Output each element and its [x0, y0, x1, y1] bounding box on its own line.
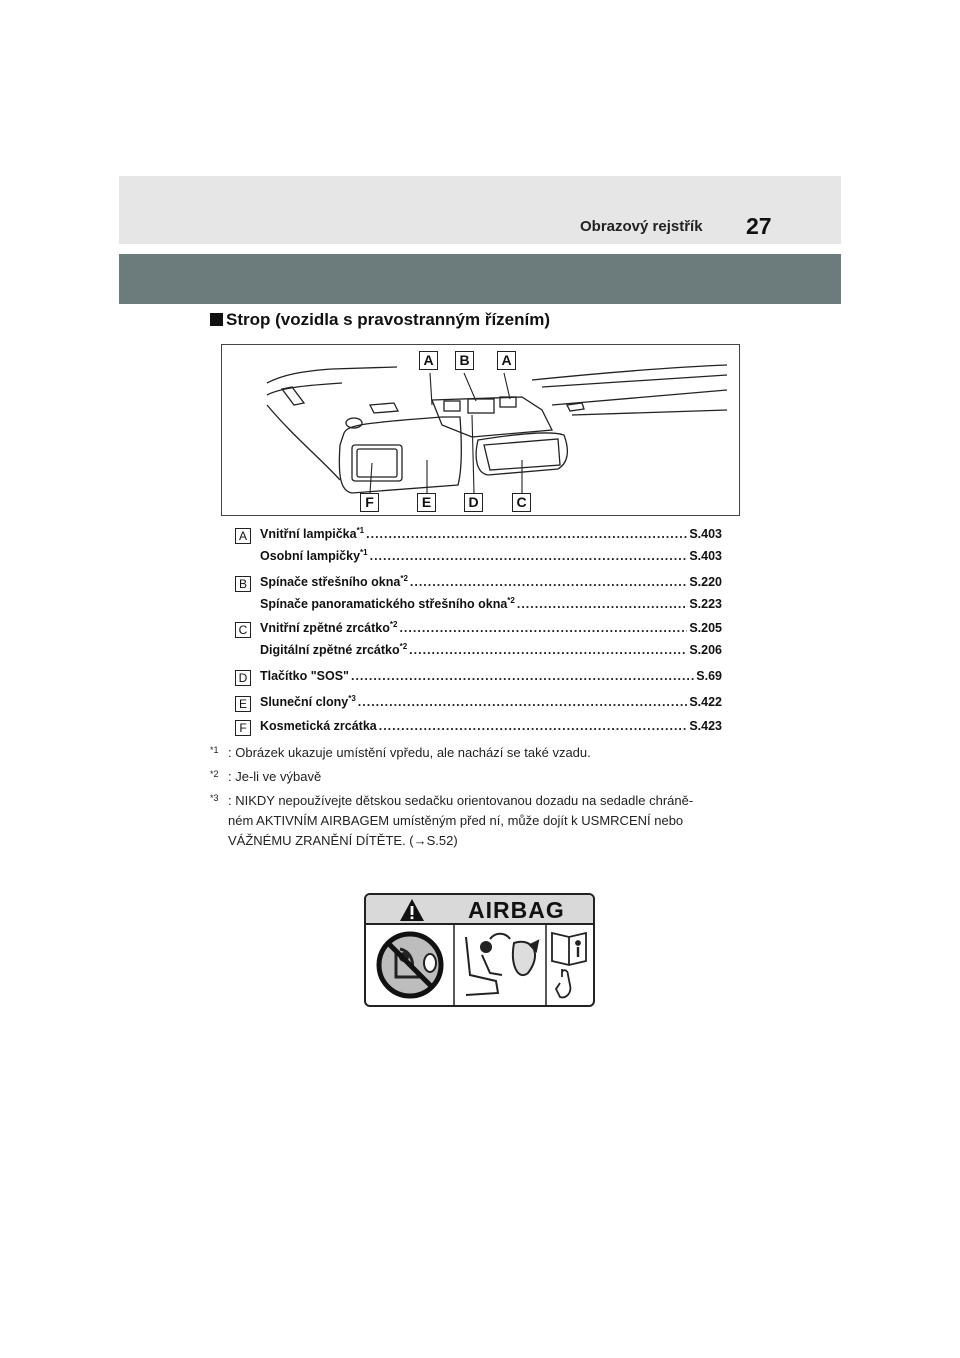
list-item: [260, 574, 722, 594]
entry-label: Sluneční clony$^{*3}$: [260, 694, 356, 710]
leader-dots: [409, 643, 687, 657]
footnote-body: : Obrázek ukazuje umístění vpředu, ale nachází se také vzadu.: [228, 745, 591, 760]
section-heading-text: Strop (vozidla s pravostranným řízením): [226, 310, 551, 329]
page-ref: S.223: [689, 597, 722, 612]
entry-label: Digitální zpětné zrcátko$^{*2}$: [260, 642, 408, 658]
leader-dots: [351, 669, 694, 683]
headliner-edge: [267, 367, 397, 383]
leader-a-left: [430, 373, 432, 405]
letter-box-b: B: [235, 576, 251, 592]
footnote-2: [210, 767, 750, 787]
letter-box-d: D: [235, 670, 251, 686]
footnote-body: : Je-li ve výbavě: [228, 769, 322, 784]
section-band: [119, 254, 841, 304]
list-item: [260, 718, 722, 738]
leader-b: [464, 373, 476, 401]
ceiling-drawing: [222, 345, 740, 516]
manual-book-icon: [552, 933, 586, 997]
headliner-inner: [267, 383, 342, 395]
entry-label: Spínače panoramatického střešního okna$^{*2}$: [260, 596, 515, 612]
leader-dots: [358, 695, 688, 709]
entry-label: Kosmetická zrcátka: [260, 719, 377, 734]
leader-dots: [370, 549, 688, 563]
callout-b: B: [455, 351, 474, 370]
prohibited-child-seat-icon: [379, 934, 441, 996]
small-lamp: [370, 403, 398, 413]
entry-label: Vnitřní lampička$^{*1}$: [260, 526, 365, 542]
footnote-body: : NIKDY nepoužívejte dětskou sedačku orientovanou dozadu na sedadle chráně- ném AKTIVNÍM AIRBAGEM umístěným před ní, může dojít k USMRCENÍ nebo VÁŽNÉMU ZRANĚNÍ DÍTĚTE. (→S.52): [228, 793, 694, 848]
list-item: [260, 526, 722, 546]
airbag-title: AIRBAG: [468, 897, 565, 923]
letter-box-f: F: [235, 720, 251, 736]
page-ref: S.206: [689, 643, 722, 658]
leader-dots: [366, 527, 687, 541]
leader-d: [472, 415, 474, 493]
grab-handle: [282, 387, 304, 405]
list-item: [260, 694, 722, 714]
leader-f: [370, 463, 372, 493]
page-ref: S.403: [689, 549, 722, 564]
airbag-label-header: [366, 895, 593, 925]
lamp-switch-left: [444, 401, 460, 411]
list-item: [260, 668, 722, 688]
page-ref: S.422: [689, 695, 722, 710]
callout-a-right: A: [497, 351, 516, 370]
warning-triangle-icon: [399, 898, 425, 922]
list-item: [260, 548, 722, 568]
square-bullet-icon: [210, 313, 223, 326]
page-ref: S.220: [689, 575, 722, 590]
footnote-mark: *3: [210, 793, 219, 803]
a-pillar: [267, 405, 340, 480]
entry-label: Spínače střešního okna$^{*2}$: [260, 574, 408, 590]
chapter-title: Obrazový rejstřík: [580, 218, 703, 235]
section-heading: [210, 310, 550, 330]
footnote-mark: *2: [210, 769, 219, 779]
page-number: 27: [746, 213, 772, 239]
ceiling-illustration: [221, 344, 740, 516]
vanity-mirror-inner: [357, 449, 397, 477]
page-ref: S.423: [689, 719, 722, 734]
list-item: [260, 642, 722, 662]
roof-switch: [468, 399, 494, 413]
lamp-switch-right: [500, 397, 516, 407]
callout-e: E: [417, 493, 436, 512]
leader-dots: [399, 621, 687, 635]
page-ref: S.403: [689, 527, 722, 542]
footnote-3: [210, 791, 750, 851]
footnote-mark: *1: [210, 745, 219, 755]
roof-panel: [552, 390, 727, 405]
entry-label: Tlačítko "SOS": [260, 669, 349, 684]
seat-airbag-icon: [466, 934, 538, 995]
list-item: [260, 620, 722, 640]
leader-a-right: [504, 373, 510, 399]
callout-f: F: [360, 493, 379, 512]
header-band: [119, 176, 841, 244]
list-item: [260, 596, 722, 616]
entry-label: Vnitřní zpětné zrcátko$^{*2}$: [260, 620, 398, 636]
callout-a-left: A: [419, 351, 438, 370]
letter-box-e: E: [235, 696, 251, 712]
airbag-pictograms: [366, 925, 593, 1005]
leader-dots: [410, 575, 687, 589]
airbag-warning-label: [364, 893, 595, 1007]
letter-box-c: C: [235, 622, 251, 638]
footnote-1: [210, 743, 750, 763]
vanity-mirror: [352, 445, 402, 481]
page-ref: S.69: [696, 669, 722, 684]
leader-dots: [517, 597, 687, 611]
callout-c: C: [512, 493, 531, 512]
page-ref: S.205: [689, 621, 722, 636]
letter-box-a: A: [235, 528, 251, 544]
entry-label: Osobní lampičky$^{*1}$: [260, 548, 368, 564]
windshield-edge: [532, 365, 727, 380]
leader-dots: [379, 719, 688, 733]
pillar-right: [572, 410, 727, 415]
callout-d: D: [464, 493, 483, 512]
lamp-right: [567, 403, 584, 411]
